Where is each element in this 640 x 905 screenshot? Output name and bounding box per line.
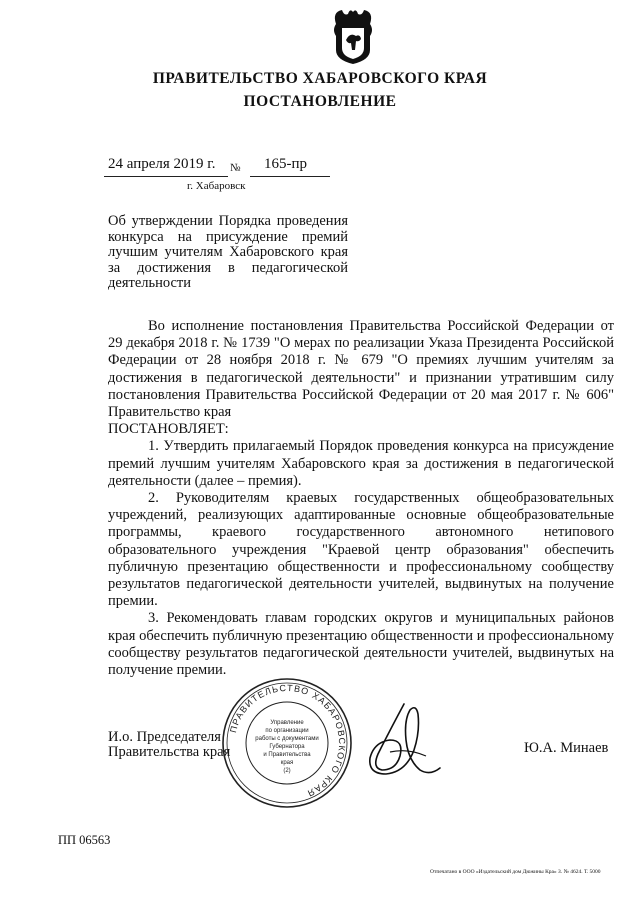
position-line-1: И.о. Председателя <box>108 729 221 745</box>
coat-of-arms-emblem <box>330 6 376 66</box>
document-city: г. Хабаровск <box>187 180 246 192</box>
document-body <box>108 318 614 679</box>
position-line-2: Правительства края <box>108 744 231 760</box>
item-1-paragraph: 1. Утвердить прилагаемый Порядок проведения конкурса на присуждение премий лучшим учителям Хабаровского края за достижения в педагогической деятельности (далее – премия). <box>108 438 614 489</box>
svg-text:(2): (2) <box>283 768 291 774</box>
date-underline <box>104 176 228 177</box>
printing-note: Отпечатано в ООО «Издательский дом Дюжины Кра» З. № 4624. Т. 5000 <box>430 869 601 875</box>
document-date: 24 апреля 2019 г. <box>108 156 216 172</box>
signatory-name: Ю.А. Минаев <box>524 740 609 756</box>
svg-text:Управление: Управление <box>270 720 304 726</box>
item-2-paragraph: 2. Руководителям краевых государственных общеобразовательных учреждений, реализующих адаптированные основные общеобразовательные программы, краевого государственного автономного нетипового образовательного учреждения "Краевой центр образования" обеспечить публичную презентацию общественности и профессиональному сообществу результатов педагогической деятельности учителей, выдвинутых на получение премии. <box>108 490 614 610</box>
number-label: № <box>230 162 241 174</box>
svg-text:края: края <box>280 760 294 766</box>
signatory-position <box>108 730 230 760</box>
document-subject: Об утверждении Порядка проведения конкурса на присуждение премий лучшим учителям Хабаровского края за достижения в педагогической деятельности <box>108 213 348 291</box>
organization-title: ПРАВИТЕЛЬСТВО ХАБАРОВСКОГО КРАЯ <box>152 70 488 87</box>
official-stamp <box>220 676 354 810</box>
number-underline <box>250 176 330 177</box>
svg-text:работы с документами: работы с документами <box>255 736 319 742</box>
resolves-heading: ПОСТАНОВЛЯЕТ: <box>108 421 229 438</box>
svg-text:Губернатора: Губернатора <box>269 744 305 750</box>
preamble-paragraph: Во исполнение постановления Правительства Российской Федерации от 29 декабря 2018 г. № 1739 "О мерах по реализации Указа Президента Российской Федерации от 28 ноября 2018 г. № 679 "О премиях лучшим учителям за достижения в педагогической деятельности" и признании утратившим силу постановления Правительства Российской Федерации от 20 мая 2017 г. № 606" Правительство края <box>108 318 614 421</box>
document-number: 165-пр <box>264 156 308 172</box>
svg-text:по организации: по организации <box>265 728 309 734</box>
document-code: ПП 06563 <box>58 833 111 847</box>
svg-text:ПРАВИТЕЛЬСТВО ХАБАРОВСКОГО К: ПРАВИТЕЛЬСТВО ХАБАРОВСКОГО КРАЯ <box>228 682 348 799</box>
handwritten-signature <box>360 700 446 780</box>
svg-text:и Правительства: и Правительства <box>263 752 311 758</box>
item-3-paragraph: 3. Рекомендовать главам городских округов и муниципальных районов края обеспечить публичную презентацию общественности и профессиональному сообществу результатов педагогической деятельности учителей, выдвинутых на получение премии. <box>108 610 614 679</box>
document-type-title: ПОСТАНОВЛЕНИЕ <box>243 93 397 110</box>
